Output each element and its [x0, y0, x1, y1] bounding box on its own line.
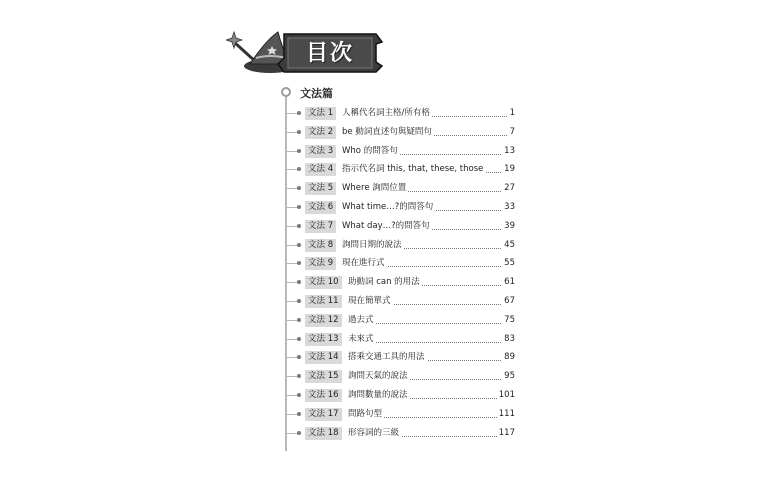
- chapter-label: 文法 7: [305, 220, 336, 233]
- chapter-title: 助動詞 can 的用法: [348, 277, 420, 288]
- chapter-title: 詢問日期的說法: [342, 239, 402, 250]
- chapter-label: 文法 15: [305, 370, 342, 383]
- page-title: 目次: [305, 40, 354, 66]
- toc-entry[interactable]: [285, 220, 525, 234]
- chapter-label: 文法 18: [305, 427, 342, 440]
- chapter-title: 詢問天氣的說法: [348, 371, 408, 382]
- page-number: 55: [504, 258, 515, 269]
- toc-entry[interactable]: [285, 333, 525, 347]
- bullet-icon: [297, 431, 301, 435]
- page-number: 117: [498, 427, 515, 438]
- bullet-icon: [297, 186, 301, 190]
- toc-entry[interactable]: [285, 163, 525, 177]
- page-number: 39: [504, 220, 515, 231]
- page-number: 61: [504, 277, 515, 288]
- page-number: 19: [504, 164, 515, 175]
- toc-entry[interactable]: [285, 351, 525, 365]
- page-number: 7: [509, 126, 515, 137]
- chapter-title: be 動詞直述句與疑問句: [342, 126, 432, 137]
- page-number: 89: [504, 352, 515, 363]
- bullet-icon: [297, 149, 301, 153]
- toc-entry[interactable]: [285, 201, 525, 215]
- bullet-icon: [297, 111, 301, 115]
- bullet-icon: [297, 280, 301, 284]
- chapter-title: 現在簡單式: [348, 296, 391, 306]
- toc-entry[interactable]: [285, 126, 525, 140]
- bullet-icon: [297, 337, 301, 341]
- toc-entry[interactable]: [285, 239, 525, 253]
- bullet-icon: [297, 318, 301, 322]
- chapter-title: 人稱代名詞主格/所有格: [342, 108, 430, 118]
- page-number: 67: [504, 296, 515, 306]
- chapter-label: 文法 13: [305, 333, 342, 346]
- toc-entry[interactable]: [285, 408, 525, 422]
- bullet-icon: [297, 167, 301, 171]
- toc-entry[interactable]: [285, 257, 525, 271]
- bullet-icon: [297, 393, 301, 397]
- chapter-label: 文法 5: [305, 182, 336, 195]
- chapter-label: 文法 12: [305, 314, 342, 327]
- page-number: 13: [504, 145, 515, 156]
- page-number: 45: [504, 239, 515, 250]
- chapter-title: Where 詢問位置: [342, 183, 407, 194]
- chapter-label: 文法 11: [305, 295, 342, 308]
- toc-entry[interactable]: [285, 314, 525, 328]
- chapter-label: 文法 2: [305, 126, 336, 139]
- bullet-icon: [297, 412, 301, 416]
- bullet-icon: [297, 130, 301, 134]
- bullet-icon: [297, 299, 301, 303]
- toc-entry[interactable]: [285, 182, 525, 196]
- toc-entry[interactable]: [285, 389, 525, 403]
- chapter-label: 文法 3: [305, 145, 336, 158]
- chapter-title: 形容詞的三級: [348, 427, 400, 438]
- chapter-title: Who 的問答句: [342, 145, 398, 156]
- chapter-title: What time…?的問答句: [342, 202, 434, 212]
- chapter-title: 詢問數量的說法: [348, 390, 408, 400]
- chapter-title: 指示代名詞 this, that, these, those: [342, 164, 484, 175]
- chapter-label: 文法 6: [305, 201, 336, 214]
- section-bullet-icon: [281, 87, 291, 97]
- toc-entry[interactable]: [285, 295, 525, 309]
- bullet-icon: [297, 205, 301, 209]
- bullet-icon: [297, 261, 301, 265]
- chapter-label: 文法 9: [305, 257, 336, 270]
- toc-entry[interactable]: [285, 276, 525, 290]
- chapter-label: 文法 10: [305, 276, 342, 289]
- toc-entry[interactable]: [285, 370, 525, 384]
- toc-entry[interactable]: [285, 427, 525, 441]
- chapter-title: 問路句型: [348, 408, 383, 419]
- page-number: 75: [504, 314, 515, 325]
- bullet-icon: [297, 374, 301, 378]
- bullet-icon: [297, 243, 301, 247]
- page-number: 101: [498, 390, 515, 400]
- toc-entry[interactable]: [285, 107, 525, 121]
- chapter-title: 未來式: [348, 333, 374, 344]
- chapter-label: 文法 1: [305, 107, 336, 120]
- chapter-title: 過去式: [348, 314, 374, 325]
- chapter-title: 現在進行式: [342, 258, 385, 269]
- title-banner: [226, 28, 386, 76]
- page-number: 111: [498, 408, 515, 419]
- chapter-label: 文法 14: [305, 351, 342, 364]
- page-number: 1: [509, 108, 515, 118]
- page-number: 83: [504, 333, 515, 344]
- chapter-label: 文法 8: [305, 239, 336, 252]
- chapter-title: What day…?的問答句: [342, 220, 430, 231]
- bullet-icon: [297, 355, 301, 359]
- toc-entry[interactable]: [285, 145, 525, 159]
- section-title: 文法篇: [300, 87, 333, 100]
- chapter-label: 文法 4: [305, 163, 336, 176]
- page-number: 95: [504, 371, 515, 382]
- bullet-icon: [297, 224, 301, 228]
- chapter-title: 搭乘交通工具的用法: [348, 352, 425, 363]
- page-number: 33: [504, 202, 515, 212]
- page-number: 27: [504, 183, 515, 194]
- chapter-label: 文法 17: [305, 408, 342, 421]
- chapter-label: 文法 16: [305, 389, 342, 402]
